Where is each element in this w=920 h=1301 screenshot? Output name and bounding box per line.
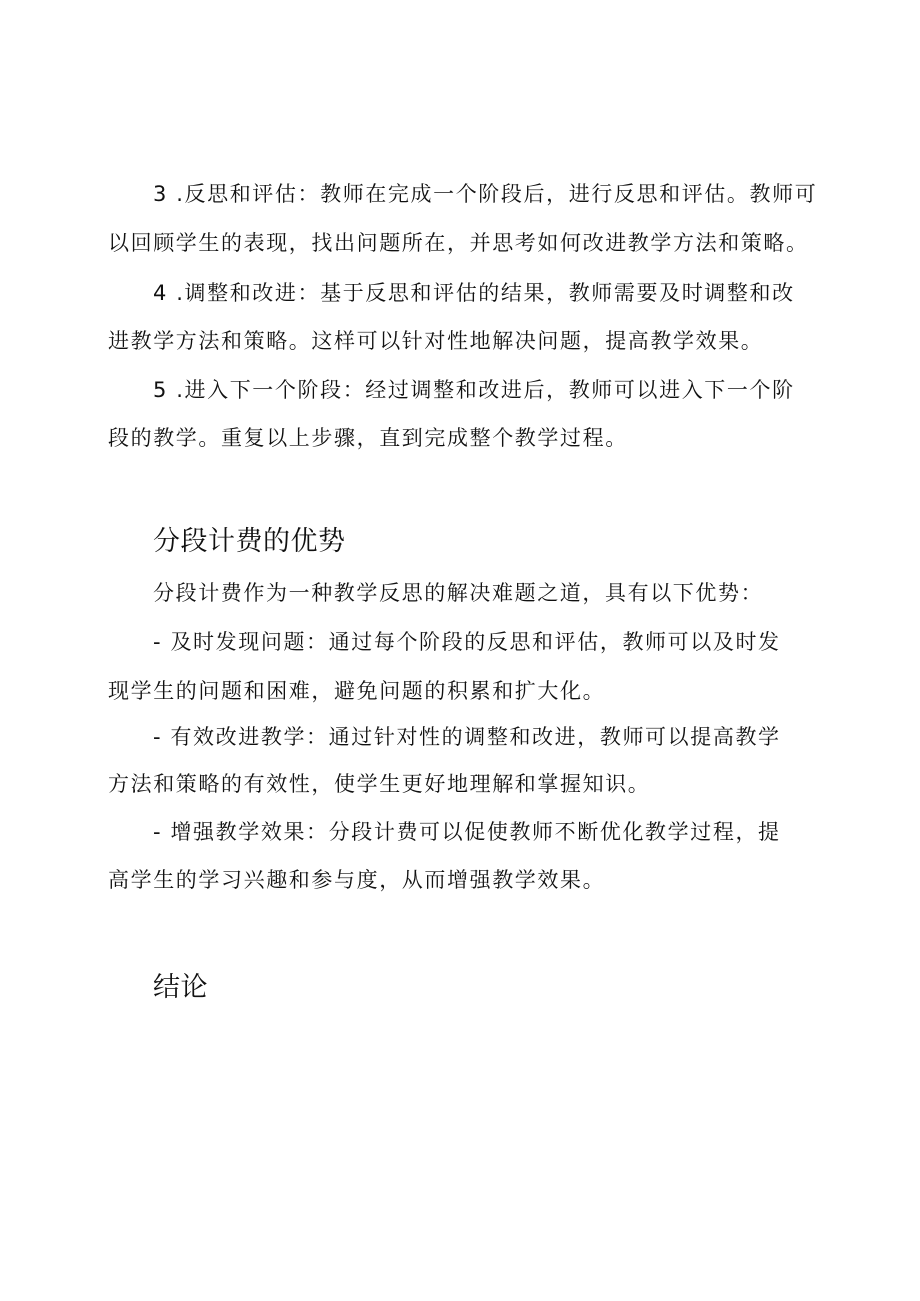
advantage-item-3-line-1: - 增强教学效果：分段计费可以促使教师不断优化教学过程，提 bbox=[153, 820, 781, 844]
step-4-line-2: 进教学方法和策略。这样可以针对性地解决问题，提高教学效果。 bbox=[108, 329, 764, 353]
advantage-item-2-line-2: 方法和策略的有效性，使学生更好地理解和掌握知识。 bbox=[108, 772, 651, 796]
step-5-line-2: 段的教学。重复以上步骤，直到完成整个教学过程。 bbox=[108, 426, 628, 450]
advantages-heading: 分段计费的优势 bbox=[153, 526, 346, 557]
advantage-item-1-line-1: - 及时发现问题：通过每个阶段的反思和评估，教师可以及时发 bbox=[153, 630, 781, 654]
advantage-item-1-line-2: 现学生的问题和困难，避免问题的积累和扩大化。 bbox=[108, 679, 606, 703]
step-3-line-1: 3 .反思和评估：教师在完成一个阶段后，进行反思和评估。教师可 bbox=[153, 182, 818, 206]
conclusion-heading: 结论 bbox=[153, 972, 208, 1003]
step-4-line-1: 4 .调整和改进：基于反思和评估的结果，教师需要及时调整和改 bbox=[153, 281, 795, 305]
step-3-line-2: 以回顾学生的表现，找出问题所在，并思考如何改进教学方法和策略。 bbox=[108, 231, 809, 255]
advantages-intro: 分段计费作为一种教学反思的解决难题之道，具有以下优势： bbox=[153, 581, 764, 605]
step-5-line-1: 5 .进入下一个阶段：经过调整和改进后，教师可以进入下一个阶 bbox=[153, 378, 795, 402]
advantage-item-2-line-1: - 有效改进教学：通过针对性的调整和改进，教师可以提高教学 bbox=[153, 725, 781, 749]
advantage-item-3-line-2: 高学生的学习兴趣和参与度，从而增强教学效果。 bbox=[108, 868, 606, 892]
